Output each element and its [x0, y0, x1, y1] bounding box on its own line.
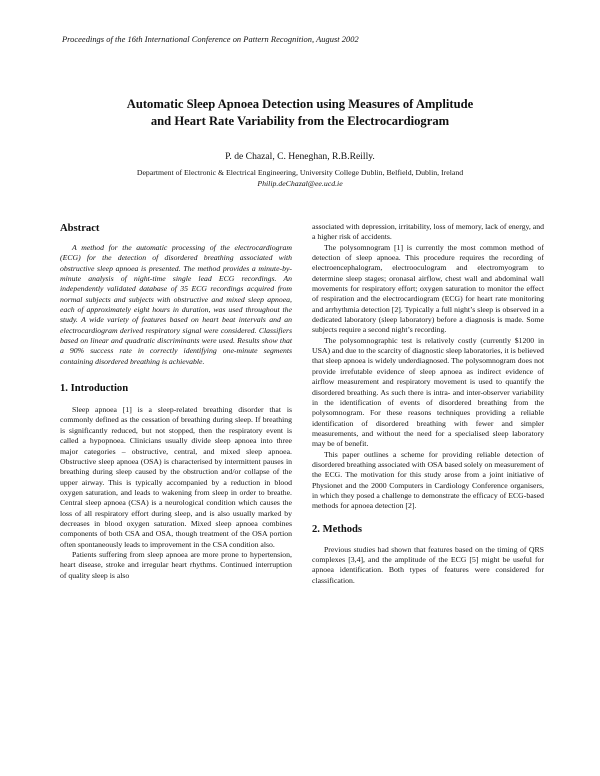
author-email: Philip.deChazal@ee.ucd.ie — [257, 179, 343, 188]
affiliation: Department of Electronic & Electrical Engineering, University College Dublin, Belfield, Dublin, Ireland — [136, 168, 464, 177]
intro-paragraph-2: Patients suffering from sleep apnoea are more prone to hypertension, heart disease, stroke and irregular heart rhythms. Continued interruption of quality sleep is also — [60, 549, 292, 580]
intro-paragraph-5: This paper outlines a scheme for providing reliable detection of disordered breathing associated with OSA based solely on measurement of the ECG. The motivation for this study arose from a joint initiative of Physionet and the 2000 Computers in Cardiology Conference organisers, in which they posed a challenge to demonstrate the efficacy of ECG-based methods for apnoea detection [2]. — [312, 449, 544, 511]
intro-paragraph-3: The polysomnogram [1] is currently the most common method of detection of sleep apnoea. This procedure requires the recording of electroencephalogram, electrooculogram and electromyogram to determine sleep stages; oronasal airflow, chest wall and abdominal wall movements for respiratory effort; oxygen saturation to monitor the effect of respiration and the electrocardiogram (ECG) for heart rate monitoring and arrhythmia detection [2]. Typically a full night’s sleep is observed in a dedicated laboratory (sleep laboratory) before a diagnosis is made. Some subjects require a second night’s recording. — [312, 242, 544, 335]
methods-paragraph-1: Previous studies had shown that features based on the timing of QRS complexes [3,4], and the amplitude of the ECG [5] might be useful for apnoea identification. Both types of features were considered for classification. — [312, 544, 544, 585]
abstract-text: A method for the automatic processing of the electrocardiogram (ECG) for the detection of disordered breathing associated with obstructive sleep apnoea is presented. The method provides a minute-by-minute analysis of night-time single lead ECG recordings. An independently validated database of 35 ECG recordings acquired from normal subjects and subjects with obstructive and mixed sleep apnoea, each of approximately eight hours in duration, was used throughout the study. A wide variety of features based on heart beat intervals and an electrocardiogram derived respiratory signal were considered. Classifiers based on linear and quadratic discriminants were used. Results show that a 90% success rate in correctly identifying one-minute segments containing disordered breathing is achievable. — [60, 243, 292, 366]
left-column — [60, 222, 292, 581]
authors: P. de Chazal, C. Heneghan, R.B.Reilly. — [225, 151, 375, 162]
methods-heading: 2. Methods — [312, 523, 363, 535]
intro-paragraph-2-continued: associated with depression, irritability, loss of memory, lack of energy, and a higher risk of accidents. — [312, 222, 544, 242]
introduction-heading: 1. Introduction — [60, 383, 129, 395]
intro-paragraph-4: The polysomnographic test is relatively costly (currently $1200 in USA) and due to the scarcity of diagnostic sleep laboratories, it is believed that sleep apnoea is widely underdiagnosed. The polysomnogram does not provide irrefutable evidence of sleep apnoea as indirect evidence of airflow measurement and respiratory movement is used to quantify the disordered breathing. As such there is intra- and inter-observer variability in the identification of events of disordered breathing from the polysomnogram. For these reasons techniques providing a reliable identification of disordered breathing with fewer and simpler measurements, and without the need for a specialised sleep laboratory may be of benefit. — [312, 335, 544, 449]
title-line-1: Automatic Sleep Apnoea Detection using Measures of Amplitude — [126, 97, 474, 111]
abstract-heading: Abstract — [60, 223, 100, 234]
running-head: Proceedings of the 16th International Conference on Pattern Recognition, August 2002 — [62, 35, 359, 44]
affiliation-block — [0, 167, 600, 189]
intro-paragraph-1: Sleep apnoea [1] is a sleep-related breathing disorder that is commonly defined as the cessation of breathing during sleep. If breathing is significantly reduced, but not stopped, then the respiratory event is called a hypopnoea. Clinicians usually divide sleep apnoea into three major categories – obstructive, central, and mixed sleep apnoea. Obstructive sleep apnoea (OSA) is characterised by intermittent pauses in breathing during sleep caused by the obstruction and/or collapse of the upper airway. This is typically accompanied by a reduction in blood oxygen saturation, and leads to wakening from sleep in order to breathe. Central sleep apnoea (CSA) is a neurological condition which causes the loss of all respiratory effort during sleep, and is also usually marked by decreases in blood oxygen saturation. Mixed sleep apnoea combines components of both CSA and OSA, though treatment of the OSA portion often spontaneously leads to improvement in the CSA condition also. — [60, 405, 292, 549]
right-column — [312, 222, 544, 586]
title-line-2: and Heart Rate Variability from the Electrocardiogram — [150, 114, 450, 128]
paper-title — [0, 96, 600, 130]
